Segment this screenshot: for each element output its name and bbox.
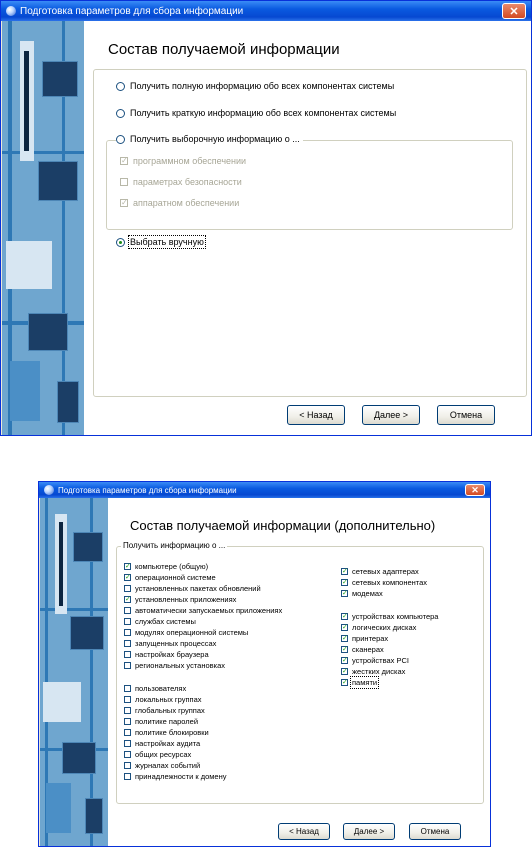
close-button[interactable]: ✕	[465, 484, 485, 496]
wizard-content	[108, 498, 490, 846]
checkbox-icon[interactable]	[124, 718, 131, 725]
checkbox-icon[interactable]	[124, 585, 131, 592]
checkbox-devices[interactable]: ✓ устройствах компьютера	[342, 612, 439, 621]
next-button[interactable]: Далее >	[362, 405, 420, 425]
option-full-info[interactable]: Получить полную информацию обо всех компонентах системы	[116, 81, 394, 91]
window-title: Подготовка параметров для сбора информации	[58, 485, 237, 495]
cancel-button[interactable]: Отмена	[409, 823, 461, 840]
app-icon	[44, 485, 54, 495]
checkbox-memory[interactable]: ✓ памяти	[342, 678, 378, 687]
checkbox-os[interactable]: ✓ операционной системе	[125, 573, 216, 582]
checkbox-users[interactable]: пользователях	[124, 684, 186, 693]
checkbox-icon[interactable]	[124, 762, 131, 769]
checkbox-processes[interactable]: запущенных процессах	[124, 639, 216, 648]
checkbox-regional[interactable]: региональных установках	[124, 661, 225, 670]
checkbox-icon[interactable]	[124, 707, 131, 714]
wizard-window-additional	[38, 481, 491, 847]
checkbox-icon[interactable]	[124, 696, 131, 703]
checkbox-audit[interactable]: настройках аудита	[124, 739, 200, 748]
title-bar[interactable]	[39, 482, 490, 498]
window-title: Подготовка параметров для сбора информации	[20, 5, 244, 17]
option-selective-info[interactable]: Получить выборочную информацию о ...	[116, 134, 303, 144]
check-icon[interactable]: ✓	[121, 198, 128, 207]
check-icon[interactable]: ✓	[121, 156, 128, 165]
check-icon[interactable]: ✓	[342, 590, 348, 597]
checkbox-services[interactable]: службах системы	[124, 617, 196, 626]
checkbox-net-components[interactable]: ✓ сетевых компонентах	[342, 578, 428, 587]
checkbox-browser[interactable]: настройках браузера	[124, 650, 209, 659]
next-button[interactable]: Далее >	[343, 823, 395, 840]
checkbox-icon[interactable]	[124, 640, 131, 647]
checkbox-icon[interactable]	[124, 651, 131, 658]
radio-selective[interactable]	[116, 135, 125, 144]
check-icon[interactable]: ✓	[342, 568, 348, 575]
checkbox-domain[interactable]: принадлежности к домену	[124, 772, 227, 781]
checkbox-password-policy[interactable]: политике паролей	[124, 717, 198, 726]
checkbox-security[interactable]: параметрах безопасности	[120, 177, 242, 187]
wizard-content	[84, 21, 531, 435]
checkbox-local-groups[interactable]: локальных группах	[124, 695, 202, 704]
checkbox-hardware[interactable]: ✓ аппаратном обеспечении	[121, 198, 240, 208]
page-title: Состав получаемой информации	[108, 41, 340, 58]
checkbox-modules[interactable]: модулях операционной системы	[124, 628, 248, 637]
checkbox-pci[interactable]: ✓ устройствах PCI	[342, 656, 409, 665]
cancel-button[interactable]: Отмена	[437, 405, 495, 425]
checkbox-software[interactable]: ✓ программном обеспечении	[121, 156, 247, 166]
check-icon[interactable]: ✓	[342, 624, 348, 631]
checkbox-event-logs[interactable]: журналах событий	[124, 761, 200, 770]
check-icon[interactable]: ✓	[342, 579, 348, 586]
sidebar-motherboard-image	[40, 498, 108, 846]
checkbox-apps[interactable]: ✓ установленных приложениях	[125, 595, 237, 604]
radio-full[interactable]	[116, 82, 125, 91]
checkbox-icon[interactable]	[124, 773, 131, 780]
options-frame	[93, 69, 527, 397]
checkbox-icon[interactable]	[124, 607, 131, 614]
radio-brief[interactable]	[116, 109, 125, 118]
check-icon[interactable]: ✓	[125, 574, 131, 581]
checkbox-shares[interactable]: общих ресурсах	[124, 750, 191, 759]
checkbox-net-adapters[interactable]: ✓ сетевых адаптерах	[342, 567, 419, 576]
checkbox-icon[interactable]	[124, 618, 131, 625]
app-icon	[6, 6, 16, 16]
sidebar-motherboard-image	[2, 21, 84, 435]
checkbox-scanners[interactable]: ✓ сканерах	[342, 645, 384, 654]
check-icon[interactable]: ✓	[125, 596, 131, 603]
checkbox-autorun[interactable]: автоматически запускаемых приложениях	[124, 606, 282, 615]
checkbox-updates[interactable]: установленных пакетах обновлений	[124, 584, 261, 593]
option-brief-info[interactable]: Получить краткую информацию обо всех компонентах системы	[116, 108, 396, 118]
check-icon[interactable]: ✓	[342, 613, 348, 620]
checkbox-icon[interactable]	[124, 685, 131, 692]
checkbox-modems[interactable]: ✓ модемах	[342, 589, 383, 598]
checkbox-icon[interactable]	[124, 729, 131, 736]
title-bar[interactable]	[1, 1, 531, 21]
back-button[interactable]: < Назад	[287, 405, 345, 425]
check-icon[interactable]: ✓	[342, 635, 348, 642]
check-icon[interactable]: ✓	[342, 668, 348, 675]
checkbox-printers[interactable]: ✓ принтерах	[342, 634, 389, 643]
check-icon[interactable]: ✓	[125, 563, 131, 570]
checkbox-icon[interactable]	[124, 662, 131, 669]
option-manual[interactable]: Выбрать вручную	[116, 237, 204, 247]
check-icon[interactable]: ✓	[342, 657, 348, 664]
page-title: Состав получаемой информации (дополнительно)	[130, 518, 436, 533]
check-icon[interactable]: ✓	[342, 646, 348, 653]
checkbox-icon[interactable]	[124, 751, 131, 758]
checkbox-global-groups[interactable]: глобальных группах	[124, 706, 205, 715]
back-button[interactable]: < Назад	[278, 823, 330, 840]
checkbox-logical-disks[interactable]: ✓ логических дисках	[342, 623, 417, 632]
radio-manual[interactable]	[116, 238, 125, 247]
check-icon[interactable]: ✓	[342, 679, 348, 686]
group-label: Получить информацию о ...	[123, 541, 226, 550]
checkbox-icon[interactable]	[124, 740, 131, 747]
checkbox-computer[interactable]: ✓ компьютере (общую)	[125, 562, 209, 571]
checkbox-icon[interactable]	[124, 629, 131, 636]
checkbox-lockout-policy[interactable]: политике блокировки	[124, 728, 209, 737]
checkbox-icon[interactable]	[120, 178, 128, 186]
close-button[interactable]: ✕	[502, 3, 526, 19]
checkbox-hard-disks[interactable]: ✓ жестких дисках	[342, 667, 406, 676]
